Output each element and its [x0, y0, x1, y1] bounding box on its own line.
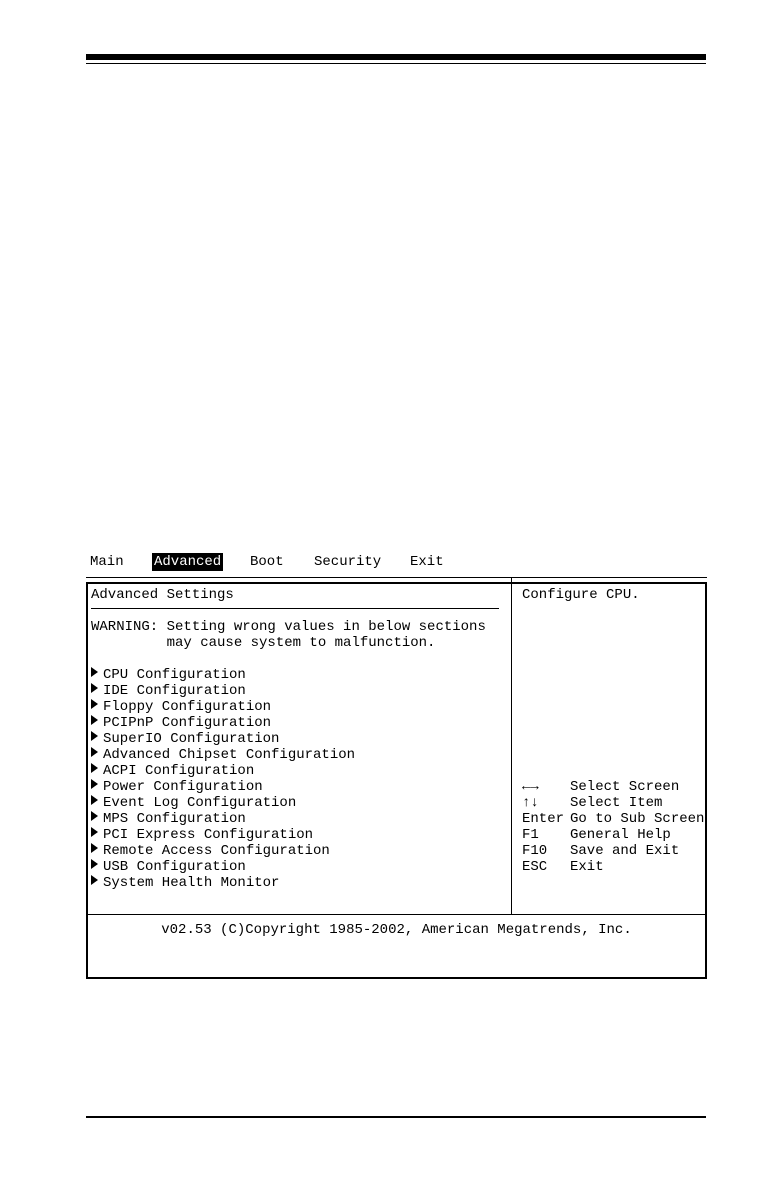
submenu-arrow-icon — [91, 747, 98, 757]
key-action: Go to Sub Screen — [570, 811, 705, 827]
menu-tab-exit[interactable]: Exit — [410, 554, 444, 570]
submenu-label: SuperIO Configuration — [103, 731, 280, 747]
submenu-acpi-configuration[interactable] — [91, 763, 254, 779]
key-action: Exit — [570, 859, 604, 875]
menu-tab-security[interactable]: Security — [314, 554, 382, 570]
submenu-label: CPU Configuration — [103, 667, 246, 683]
submenu-system-health-monitor[interactable] — [91, 875, 279, 891]
submenu-advanced-chipset-configuration[interactable] — [91, 747, 355, 763]
key-legend-row — [522, 827, 671, 843]
submenu-arrow-icon — [91, 715, 98, 725]
menu-underline — [86, 577, 707, 578]
submenu-floppy-configuration[interactable] — [91, 699, 271, 715]
submenu-arrow-icon — [91, 875, 98, 885]
key-legend-row — [522, 779, 679, 795]
menu-tab-main[interactable]: Main — [90, 554, 124, 570]
section-title: Advanced Settings — [91, 587, 234, 603]
menu-tab-boot[interactable]: Boot — [250, 554, 284, 570]
submenu-ide-configuration[interactable] — [91, 683, 246, 699]
header-rule-thick — [86, 54, 706, 60]
key-legend-row — [522, 795, 662, 811]
submenu-label: MPS Configuration — [103, 811, 246, 827]
submenu-label: Remote Access Configuration — [103, 843, 330, 859]
key-action: Save and Exit — [570, 843, 680, 859]
submenu-arrow-icon — [91, 827, 98, 837]
key-name: ESC — [522, 859, 548, 875]
help-text: Configure CPU. — [522, 587, 640, 603]
copyright-footer: v02.53 (C)Copyright 1985-2002, American Megatrends, Inc. — [161, 922, 632, 938]
submenu-arrow-icon — [91, 683, 98, 693]
submenu-superio-configuration[interactable] — [91, 731, 279, 747]
key-legend-row — [522, 859, 604, 875]
submenu-arrow-icon — [91, 699, 98, 709]
key-name: F10 — [522, 843, 548, 859]
submenu-label: Advanced Chipset Configuration — [103, 747, 356, 763]
submenu-label: IDE Configuration — [103, 683, 246, 699]
submenu-label: Floppy Configuration — [103, 699, 272, 715]
key-name: F1 — [522, 827, 539, 843]
section-title-rule — [91, 608, 499, 609]
submenu-label: USB Configuration — [103, 859, 246, 875]
key-legend-row — [522, 811, 704, 827]
settings-pane — [91, 587, 506, 907]
submenu-pci-express-configuration[interactable] — [91, 827, 313, 843]
key-action: General Help — [570, 827, 671, 843]
header-rule-thin — [86, 63, 706, 64]
submenu-usb-configuration[interactable] — [91, 859, 246, 875]
submenu-arrow-icon — [91, 859, 98, 869]
submenu-label: System Health Monitor — [103, 875, 280, 891]
submenu-arrow-icon — [91, 795, 98, 805]
submenu-arrow-icon — [91, 843, 98, 853]
bios-menu-bar — [90, 553, 444, 571]
warning-line-2: may cause system to malfunction. — [91, 635, 436, 651]
key-action: Select Item — [570, 795, 663, 811]
bios-screen-frame — [86, 582, 707, 979]
help-pane — [522, 587, 702, 635]
left-right-arrows-icon: ←→ — [522, 779, 539, 795]
submenu-cpu-configuration[interactable] — [91, 667, 246, 683]
submenu-arrow-icon — [91, 667, 98, 677]
submenu-label: Power Configuration — [103, 779, 263, 795]
submenu-mps-configuration[interactable] — [91, 811, 246, 827]
submenu-pcipnp-configuration[interactable] — [91, 715, 271, 731]
warning-line-1: WARNING: Setting wrong values in below sections — [91, 619, 486, 635]
up-down-arrows-icon: ↑↓ — [522, 795, 539, 811]
submenu-label: PCIPnP Configuration — [103, 715, 272, 731]
key-legend-row — [522, 843, 679, 859]
pane-divider-vertical — [511, 578, 512, 914]
menu-tab-advanced[interactable]: Advanced — [154, 554, 222, 570]
submenu-event-log-configuration[interactable] — [91, 795, 296, 811]
pane-divider-horizontal — [88, 914, 705, 915]
submenu-arrow-icon — [91, 811, 98, 821]
submenu-remote-access-configuration[interactable] — [91, 843, 330, 859]
submenu-label: Event Log Configuration — [103, 795, 297, 811]
submenu-arrow-icon — [91, 779, 98, 789]
key-action: Select Screen — [570, 779, 680, 795]
submenu-arrow-icon — [91, 763, 98, 773]
footer-rule — [86, 1116, 706, 1118]
submenu-label: PCI Express Configuration — [103, 827, 314, 843]
submenu-power-configuration[interactable] — [91, 779, 263, 795]
submenu-arrow-icon — [91, 731, 98, 741]
submenu-label: ACPI Configuration — [103, 763, 255, 779]
key-name: Enter — [522, 811, 565, 827]
